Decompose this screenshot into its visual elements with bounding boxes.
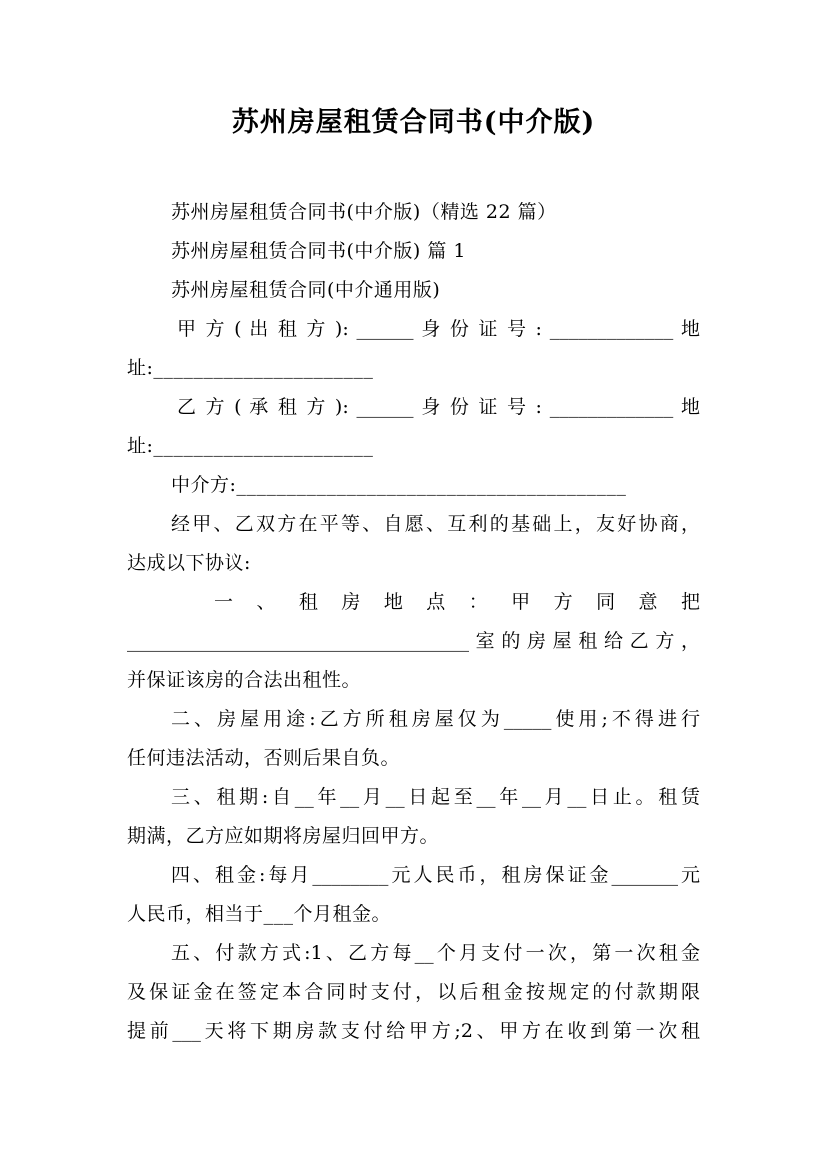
- clause-2-line: 任何违法活动，否则后果自负。: [127, 747, 401, 769]
- party-b-address: 址:______________________: [127, 435, 374, 457]
- clause-2-line: 二、房屋用途:乙方所租房屋仅为_____使用;不得进行: [171, 708, 700, 730]
- party-a-line: 甲 方 ( 出 租 方 ): ______ 身 份 证 号 : _____________ 地: [177, 318, 700, 340]
- clause-3-line: 期满，乙方应如期将房屋归回甲方。: [127, 825, 440, 847]
- clause-5-line: 及保证金在签定本合同时支付，以后租金按规定的付款期限: [127, 981, 700, 1003]
- party-a-address: 址:______________________: [127, 357, 374, 379]
- clause-4-line: 人民币，相当于___个月租金。: [127, 903, 392, 925]
- clause-1-line: 一 、 租 房 地 点 ： 甲 方 同 意 把: [214, 591, 700, 613]
- clause-1-line: 并保证该房的合法出租性。: [127, 669, 362, 691]
- contract-name: 苏州房屋租赁合同(中介通用版): [171, 279, 441, 301]
- clause-5-line: 五、付款方式:1、乙方每__个月支付一次，第一次租金: [171, 942, 700, 964]
- party-b-line: 乙 方 ( 承 租 方 ): ______ 身 份 证 号 : _____________ 地: [177, 396, 700, 418]
- section-heading: 苏州房屋租赁合同书(中介版) 篇 1: [171, 240, 466, 262]
- document-title: 苏州房屋租赁合同书(中介版): [231, 107, 596, 138]
- subtitle-line: 苏州房屋租赁合同书(中介版)（精选 22 篇）: [171, 201, 557, 223]
- paragraph-line: 经甲、乙双方在平等、自愿、互利的基础上，友好协商，: [171, 513, 700, 535]
- paragraph-line: 达成以下协议:: [127, 552, 251, 574]
- clause-5-line: 提前___天将下期房款支付给甲方;2、甲方在收到第一次租: [127, 1020, 700, 1042]
- clause-4-line: 四、租金:每月________元人民币，租房保证金_______元: [171, 864, 700, 886]
- clause-1-line: ____________________________________室的房屋租给乙方，: [127, 630, 700, 652]
- clause-3-line: 三、租期:自__年__月__日起至__年__月__日止。租赁: [171, 786, 700, 808]
- agent-line: 中介方:_______________________________________: [171, 474, 627, 496]
